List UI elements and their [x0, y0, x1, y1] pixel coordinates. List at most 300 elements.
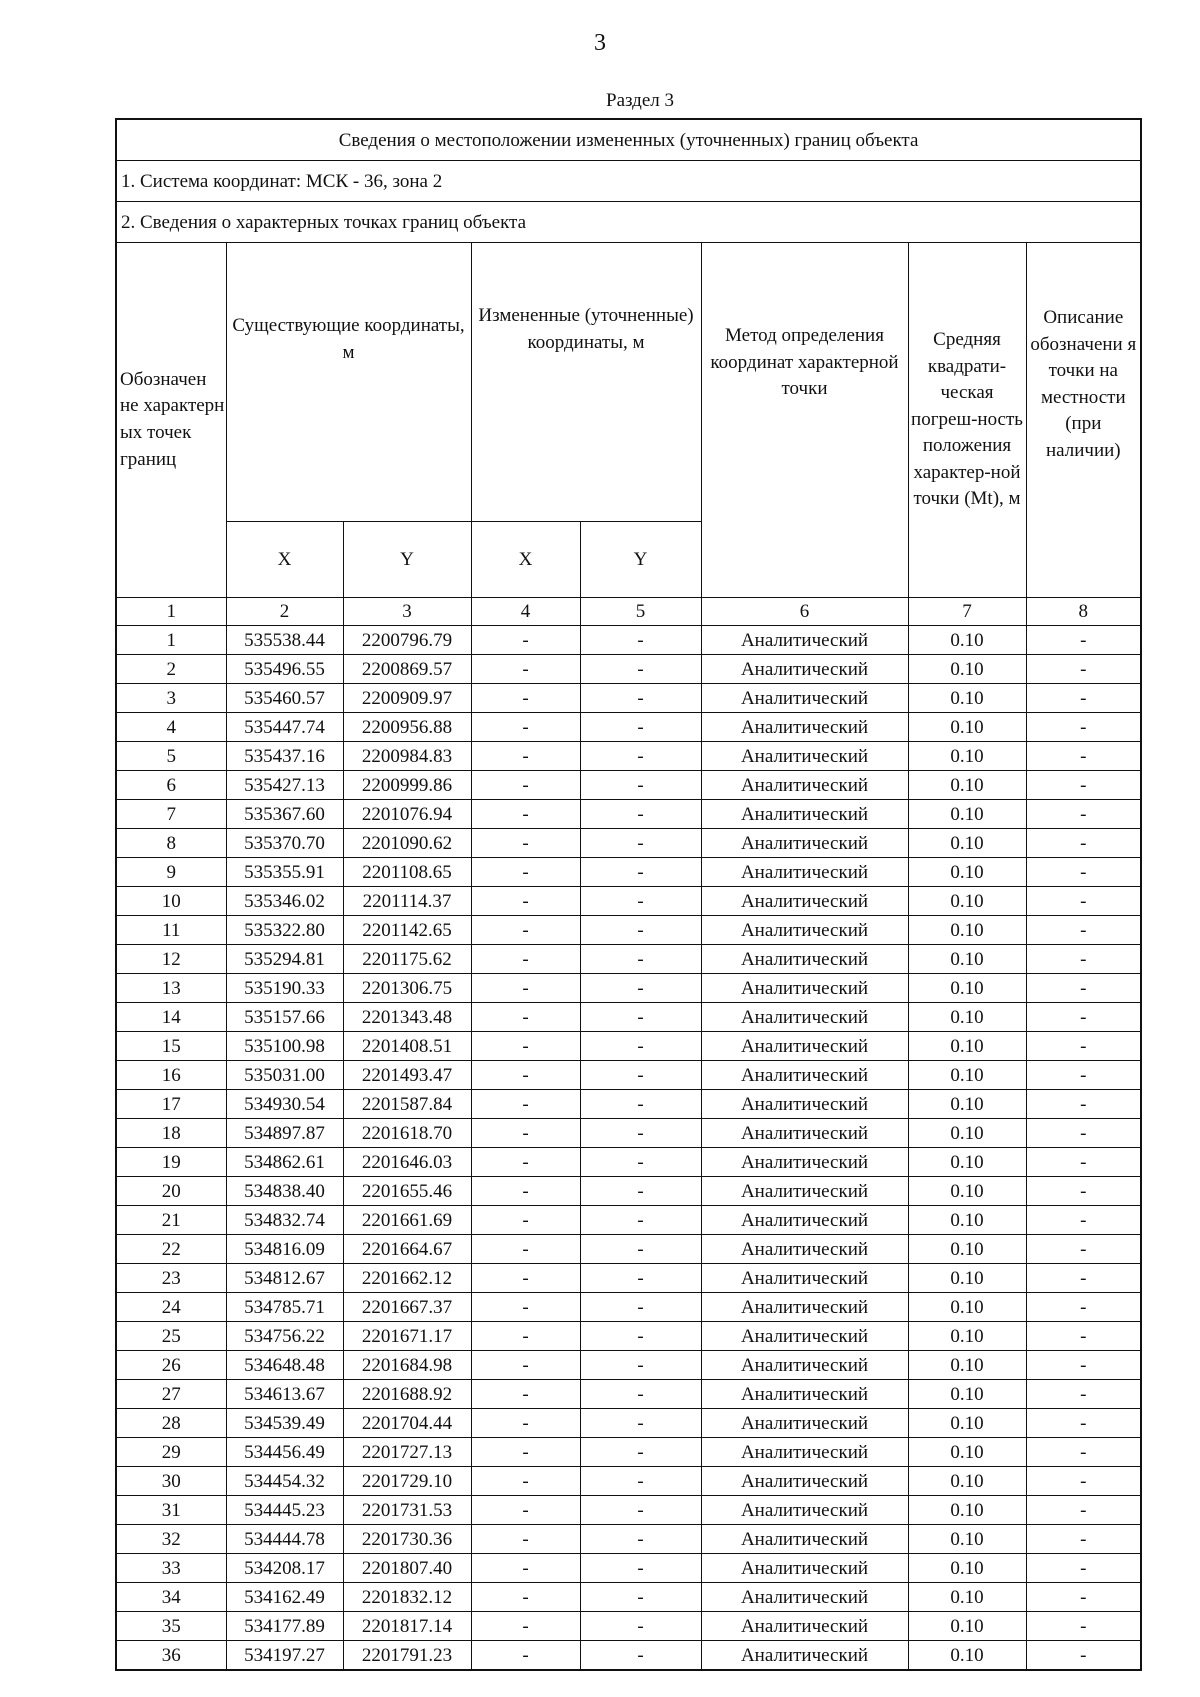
- table-row: [116, 1583, 1141, 1612]
- existing-y-cell: 2201729.10: [343, 1467, 471, 1496]
- column-number: 1: [116, 598, 226, 626]
- changed-x-cell: -: [471, 1554, 580, 1583]
- coordinates-table: [115, 118, 1142, 1671]
- description-cell: -: [1026, 858, 1141, 887]
- point-number-cell: 19: [116, 1148, 226, 1177]
- changed-x-cell: -: [471, 742, 580, 771]
- description-cell: -: [1026, 1264, 1141, 1293]
- method-cell: Аналитический: [701, 1583, 908, 1612]
- header-existing-y: Y: [343, 522, 471, 598]
- table-row: [116, 887, 1141, 916]
- description-cell: -: [1026, 1583, 1141, 1612]
- method-cell: Аналитический: [701, 1177, 908, 1206]
- changed-y-cell: -: [580, 1380, 701, 1409]
- existing-x-cell: 535437.16: [226, 742, 343, 771]
- point-number-cell: 3: [116, 684, 226, 713]
- point-number-cell: 32: [116, 1525, 226, 1554]
- column-number: 3: [343, 598, 471, 626]
- point-number-cell: 34: [116, 1583, 226, 1612]
- method-cell: Аналитический: [701, 1264, 908, 1293]
- accuracy-cell: 0.10: [908, 1467, 1026, 1496]
- accuracy-cell: 0.10: [908, 1061, 1026, 1090]
- description-cell: -: [1026, 945, 1141, 974]
- changed-y-cell: -: [580, 713, 701, 742]
- existing-y-cell: 2201142.65: [343, 916, 471, 945]
- accuracy-cell: 0.10: [908, 684, 1026, 713]
- existing-x-cell: 535427.13: [226, 771, 343, 800]
- existing-y-cell: 2201807.40: [343, 1554, 471, 1583]
- column-number: 4: [471, 598, 580, 626]
- description-cell: -: [1026, 684, 1141, 713]
- table-row: [116, 626, 1141, 655]
- point-number-cell: 21: [116, 1206, 226, 1235]
- table-row: [116, 829, 1141, 858]
- table-row: [116, 1235, 1141, 1264]
- table-row: [116, 684, 1141, 713]
- point-number-cell: 7: [116, 800, 226, 829]
- description-cell: -: [1026, 1206, 1141, 1235]
- changed-y-cell: -: [580, 1525, 701, 1554]
- existing-x-cell: 535460.57: [226, 684, 343, 713]
- changed-y-cell: -: [580, 626, 701, 655]
- changed-x-cell: -: [471, 1467, 580, 1496]
- point-number-cell: 5: [116, 742, 226, 771]
- point-number-cell: 26: [116, 1351, 226, 1380]
- existing-y-cell: 2201076.94: [343, 800, 471, 829]
- existing-y-cell: 2201655.46: [343, 1177, 471, 1206]
- method-cell: Аналитический: [701, 1380, 908, 1409]
- accuracy-cell: 0.10: [908, 655, 1026, 684]
- method-cell: Аналитический: [701, 1554, 908, 1583]
- existing-y-cell: 2200956.88: [343, 713, 471, 742]
- description-cell: -: [1026, 1554, 1141, 1583]
- existing-x-cell: 535496.55: [226, 655, 343, 684]
- changed-y-cell: -: [580, 742, 701, 771]
- existing-x-cell: 535346.02: [226, 887, 343, 916]
- table-title: Сведения о местоположении измененных (уточненных) границ объекта: [116, 119, 1141, 161]
- changed-x-cell: -: [471, 974, 580, 1003]
- changed-x-cell: -: [471, 1032, 580, 1061]
- table-row: [116, 1525, 1141, 1554]
- changed-x-cell: -: [471, 713, 580, 742]
- table-row: [116, 1119, 1141, 1148]
- changed-x-cell: -: [471, 1206, 580, 1235]
- description-cell: -: [1026, 1061, 1141, 1090]
- existing-y-cell: 2201108.65: [343, 858, 471, 887]
- changed-y-cell: -: [580, 1061, 701, 1090]
- method-cell: Аналитический: [701, 1351, 908, 1380]
- changed-y-cell: -: [580, 800, 701, 829]
- table-row: [116, 742, 1141, 771]
- existing-x-cell: 534812.67: [226, 1264, 343, 1293]
- existing-x-cell: 534816.09: [226, 1235, 343, 1264]
- description-cell: -: [1026, 1525, 1141, 1554]
- point-number-cell: 36: [116, 1641, 226, 1671]
- table-row: [116, 916, 1141, 945]
- point-number-cell: 13: [116, 974, 226, 1003]
- table-row: [116, 713, 1141, 742]
- existing-y-cell: 2201618.70: [343, 1119, 471, 1148]
- column-number: 6: [701, 598, 908, 626]
- point-number-cell: 35: [116, 1612, 226, 1641]
- changed-x-cell: -: [471, 800, 580, 829]
- existing-x-cell: 534838.40: [226, 1177, 343, 1206]
- table-row: [116, 1090, 1141, 1119]
- description-cell: -: [1026, 974, 1141, 1003]
- method-cell: Аналитический: [701, 1003, 908, 1032]
- description-cell: -: [1026, 1351, 1141, 1380]
- accuracy-cell: 0.10: [908, 713, 1026, 742]
- method-cell: Аналитический: [701, 1293, 908, 1322]
- column-number: 7: [908, 598, 1026, 626]
- header-designation: Обозначен не характерн ых точек границ: [116, 243, 226, 598]
- accuracy-cell: 0.10: [908, 1322, 1026, 1351]
- accuracy-cell: 0.10: [908, 742, 1026, 771]
- header-changed-y: Y: [580, 522, 701, 598]
- column-number: 8: [1026, 598, 1141, 626]
- section-label: Раздел 3: [606, 90, 674, 111]
- accuracy-cell: 0.10: [908, 1641, 1026, 1671]
- point-number-cell: 20: [116, 1177, 226, 1206]
- changed-y-cell: -: [580, 1293, 701, 1322]
- changed-y-cell: -: [580, 1119, 701, 1148]
- method-cell: Аналитический: [701, 829, 908, 858]
- accuracy-cell: 0.10: [908, 1612, 1026, 1641]
- description-cell: -: [1026, 829, 1141, 858]
- description-cell: -: [1026, 713, 1141, 742]
- column-number: 2: [226, 598, 343, 626]
- table-row: [116, 858, 1141, 887]
- existing-y-cell: 2201306.75: [343, 974, 471, 1003]
- accuracy-cell: 0.10: [908, 1351, 1026, 1380]
- changed-x-cell: -: [471, 1438, 580, 1467]
- accuracy-cell: 0.10: [908, 1525, 1026, 1554]
- existing-x-cell: 534785.71: [226, 1293, 343, 1322]
- changed-y-cell: -: [580, 1496, 701, 1525]
- method-cell: Аналитический: [701, 771, 908, 800]
- coord-system-row: 1. Система координат: МСК - 36, зона 2: [116, 161, 1141, 202]
- point-number-cell: 6: [116, 771, 226, 800]
- description-cell: -: [1026, 1467, 1141, 1496]
- point-number-cell: 2: [116, 655, 226, 684]
- description-cell: -: [1026, 1322, 1141, 1351]
- changed-x-cell: -: [471, 1148, 580, 1177]
- changed-x-cell: -: [471, 1641, 580, 1671]
- method-cell: Аналитический: [701, 1322, 908, 1351]
- changed-x-cell: -: [471, 626, 580, 655]
- point-number-cell: 14: [116, 1003, 226, 1032]
- table-row: [116, 1293, 1141, 1322]
- method-cell: Аналитический: [701, 800, 908, 829]
- changed-y-cell: -: [580, 1351, 701, 1380]
- table-row: [116, 1438, 1141, 1467]
- method-cell: Аналитический: [701, 684, 908, 713]
- changed-x-cell: -: [471, 1525, 580, 1554]
- existing-y-cell: 2201114.37: [343, 887, 471, 916]
- header-accuracy: Средняя квадрати-ческая погреш-ность положения характер-ной точки (Mt), м: [908, 243, 1026, 598]
- method-cell: Аналитический: [701, 1119, 908, 1148]
- existing-y-cell: 2200909.97: [343, 684, 471, 713]
- changed-y-cell: -: [580, 945, 701, 974]
- accuracy-cell: 0.10: [908, 1409, 1026, 1438]
- changed-y-cell: -: [580, 1148, 701, 1177]
- method-cell: Аналитический: [701, 974, 908, 1003]
- changed-y-cell: -: [580, 1467, 701, 1496]
- header-description: Описание обозначени я точки на местности (при наличии): [1026, 243, 1141, 598]
- existing-x-cell: 534613.67: [226, 1380, 343, 1409]
- accuracy-cell: 0.10: [908, 1206, 1026, 1235]
- changed-y-cell: -: [580, 1264, 701, 1293]
- changed-y-cell: -: [580, 1032, 701, 1061]
- changed-x-cell: -: [471, 887, 580, 916]
- accuracy-cell: 0.10: [908, 800, 1026, 829]
- existing-y-cell: 2201587.84: [343, 1090, 471, 1119]
- changed-y-cell: -: [580, 1612, 701, 1641]
- description-cell: -: [1026, 1641, 1141, 1671]
- point-number-cell: 18: [116, 1119, 226, 1148]
- changed-x-cell: -: [471, 945, 580, 974]
- table-row: [116, 974, 1141, 1003]
- existing-x-cell: 534832.74: [226, 1206, 343, 1235]
- point-number-cell: 16: [116, 1061, 226, 1090]
- existing-x-cell: 535100.98: [226, 1032, 343, 1061]
- table-row: [116, 1206, 1141, 1235]
- description-cell: -: [1026, 1003, 1141, 1032]
- description-cell: -: [1026, 742, 1141, 771]
- table-row: [116, 771, 1141, 800]
- changed-x-cell: -: [471, 1090, 580, 1119]
- method-cell: Аналитический: [701, 1641, 908, 1671]
- accuracy-cell: 0.10: [908, 1177, 1026, 1206]
- accuracy-cell: 0.10: [908, 1496, 1026, 1525]
- changed-y-cell: -: [580, 684, 701, 713]
- table-row: [116, 1351, 1141, 1380]
- accuracy-cell: 0.10: [908, 1380, 1026, 1409]
- table-row: [116, 1148, 1141, 1177]
- table-row: [116, 655, 1141, 684]
- table-row: [116, 1554, 1141, 1583]
- existing-y-cell: 2201832.12: [343, 1583, 471, 1612]
- point-number-cell: 4: [116, 713, 226, 742]
- method-cell: Аналитический: [701, 626, 908, 655]
- accuracy-cell: 0.10: [908, 829, 1026, 858]
- accuracy-cell: 0.10: [908, 887, 1026, 916]
- accuracy-cell: 0.10: [908, 1032, 1026, 1061]
- table-row: [116, 1409, 1141, 1438]
- changed-y-cell: -: [580, 1177, 701, 1206]
- existing-x-cell: 535294.81: [226, 945, 343, 974]
- existing-y-cell: 2201684.98: [343, 1351, 471, 1380]
- accuracy-cell: 0.10: [908, 1583, 1026, 1612]
- existing-x-cell: 535190.33: [226, 974, 343, 1003]
- existing-x-cell: 535322.80: [226, 916, 343, 945]
- table-row: [116, 1322, 1141, 1351]
- existing-x-cell: 534197.27: [226, 1641, 343, 1671]
- method-cell: Аналитический: [701, 916, 908, 945]
- description-cell: -: [1026, 1090, 1141, 1119]
- method-cell: Аналитический: [701, 1061, 908, 1090]
- table-row: [116, 1003, 1141, 1032]
- changed-x-cell: -: [471, 1409, 580, 1438]
- changed-y-cell: -: [580, 1003, 701, 1032]
- existing-y-cell: 2201727.13: [343, 1438, 471, 1467]
- existing-y-cell: 2201667.37: [343, 1293, 471, 1322]
- method-cell: Аналитический: [701, 1032, 908, 1061]
- header-method: Метод определения координат характерной точки: [701, 243, 908, 598]
- description-cell: -: [1026, 771, 1141, 800]
- point-number-cell: 17: [116, 1090, 226, 1119]
- table-row: [116, 1061, 1141, 1090]
- point-number-cell: 31: [116, 1496, 226, 1525]
- changed-x-cell: -: [471, 829, 580, 858]
- accuracy-cell: 0.10: [908, 1438, 1026, 1467]
- header-changed-x: X: [471, 522, 580, 598]
- accuracy-cell: 0.10: [908, 1090, 1026, 1119]
- existing-x-cell: 535538.44: [226, 626, 343, 655]
- changed-y-cell: -: [580, 1641, 701, 1671]
- table-row: [116, 1467, 1141, 1496]
- point-number-cell: 10: [116, 887, 226, 916]
- method-cell: Аналитический: [701, 742, 908, 771]
- table-row: [116, 800, 1141, 829]
- accuracy-cell: 0.10: [908, 1293, 1026, 1322]
- changed-y-cell: -: [580, 1322, 701, 1351]
- changed-x-cell: -: [471, 1583, 580, 1612]
- existing-x-cell: 534456.49: [226, 1438, 343, 1467]
- accuracy-cell: 0.10: [908, 1119, 1026, 1148]
- changed-x-cell: -: [471, 684, 580, 713]
- table-row: [116, 1380, 1141, 1409]
- method-cell: Аналитический: [701, 945, 908, 974]
- changed-x-cell: -: [471, 916, 580, 945]
- changed-x-cell: -: [471, 858, 580, 887]
- accuracy-cell: 0.10: [908, 974, 1026, 1003]
- existing-y-cell: 2201408.51: [343, 1032, 471, 1061]
- header-existing-x: X: [226, 522, 343, 598]
- column-number: 5: [580, 598, 701, 626]
- changed-x-cell: -: [471, 1264, 580, 1293]
- existing-y-cell: 2200999.86: [343, 771, 471, 800]
- method-cell: Аналитический: [701, 1612, 908, 1641]
- changed-y-cell: -: [580, 887, 701, 916]
- changed-y-cell: -: [580, 1554, 701, 1583]
- existing-x-cell: 534897.87: [226, 1119, 343, 1148]
- point-number-cell: 12: [116, 945, 226, 974]
- description-cell: -: [1026, 1119, 1141, 1148]
- point-number-cell: 8: [116, 829, 226, 858]
- description-cell: -: [1026, 916, 1141, 945]
- existing-y-cell: 2201730.36: [343, 1525, 471, 1554]
- point-number-cell: 1: [116, 626, 226, 655]
- changed-x-cell: -: [471, 1235, 580, 1264]
- description-cell: -: [1026, 655, 1141, 684]
- accuracy-cell: 0.10: [908, 945, 1026, 974]
- description-cell: -: [1026, 1148, 1141, 1177]
- header-changed-coords: Измененные (уточненные) координаты, м: [471, 243, 701, 522]
- existing-y-cell: 2201731.53: [343, 1496, 471, 1525]
- description-cell: -: [1026, 1293, 1141, 1322]
- existing-x-cell: 534648.48: [226, 1351, 343, 1380]
- existing-x-cell: 534177.89: [226, 1612, 343, 1641]
- table-row: [116, 945, 1141, 974]
- changed-x-cell: -: [471, 1322, 580, 1351]
- point-number-cell: 15: [116, 1032, 226, 1061]
- existing-x-cell: 535355.91: [226, 858, 343, 887]
- existing-y-cell: 2201343.48: [343, 1003, 471, 1032]
- point-number-cell: 22: [116, 1235, 226, 1264]
- accuracy-cell: 0.10: [908, 1235, 1026, 1264]
- changed-x-cell: -: [471, 1003, 580, 1032]
- method-cell: Аналитический: [701, 1467, 908, 1496]
- existing-y-cell: 2201646.03: [343, 1148, 471, 1177]
- changed-y-cell: -: [580, 771, 701, 800]
- description-cell: -: [1026, 1438, 1141, 1467]
- existing-y-cell: 2201688.92: [343, 1380, 471, 1409]
- page-number: 3: [594, 30, 606, 56]
- point-number-cell: 27: [116, 1380, 226, 1409]
- changed-x-cell: -: [471, 1119, 580, 1148]
- existing-x-cell: 535157.66: [226, 1003, 343, 1032]
- description-cell: -: [1026, 800, 1141, 829]
- method-cell: Аналитический: [701, 713, 908, 742]
- point-number-cell: 29: [116, 1438, 226, 1467]
- existing-x-cell: 535031.00: [226, 1061, 343, 1090]
- table-row: [116, 1177, 1141, 1206]
- accuracy-cell: 0.10: [908, 1264, 1026, 1293]
- changed-y-cell: -: [580, 829, 701, 858]
- header-existing-coords: Существующие координаты, м: [226, 243, 471, 522]
- table-row: [116, 1032, 1141, 1061]
- table-row: [116, 1641, 1141, 1671]
- accuracy-cell: 0.10: [908, 1003, 1026, 1032]
- method-cell: Аналитический: [701, 1090, 908, 1119]
- existing-x-cell: 534454.32: [226, 1467, 343, 1496]
- accuracy-cell: 0.10: [908, 916, 1026, 945]
- existing-x-cell: 535367.60: [226, 800, 343, 829]
- existing-y-cell: 2201817.14: [343, 1612, 471, 1641]
- existing-y-cell: 2200869.57: [343, 655, 471, 684]
- description-cell: -: [1026, 1380, 1141, 1409]
- point-number-cell: 23: [116, 1264, 226, 1293]
- existing-y-cell: 2201671.17: [343, 1322, 471, 1351]
- changed-y-cell: -: [580, 974, 701, 1003]
- changed-x-cell: -: [471, 1061, 580, 1090]
- existing-x-cell: 534539.49: [226, 1409, 343, 1438]
- changed-y-cell: -: [580, 1090, 701, 1119]
- method-cell: Аналитический: [701, 1438, 908, 1467]
- existing-y-cell: 2201664.67: [343, 1235, 471, 1264]
- points-info-row: 2. Сведения о характерных точках границ объекта: [116, 202, 1141, 243]
- description-cell: -: [1026, 1612, 1141, 1641]
- method-cell: Аналитический: [701, 1409, 908, 1438]
- changed-y-cell: -: [580, 1206, 701, 1235]
- method-cell: Аналитический: [701, 887, 908, 916]
- description-cell: -: [1026, 1235, 1141, 1264]
- changed-y-cell: -: [580, 1235, 701, 1264]
- method-cell: Аналитический: [701, 1206, 908, 1235]
- accuracy-cell: 0.10: [908, 1148, 1026, 1177]
- point-number-cell: 30: [116, 1467, 226, 1496]
- accuracy-cell: 0.10: [908, 626, 1026, 655]
- changed-y-cell: -: [580, 916, 701, 945]
- method-cell: Аналитический: [701, 1525, 908, 1554]
- method-cell: Аналитический: [701, 1496, 908, 1525]
- existing-y-cell: 2201090.62: [343, 829, 471, 858]
- accuracy-cell: 0.10: [908, 771, 1026, 800]
- description-cell: -: [1026, 1496, 1141, 1525]
- table-row: [116, 1496, 1141, 1525]
- existing-x-cell: 535447.74: [226, 713, 343, 742]
